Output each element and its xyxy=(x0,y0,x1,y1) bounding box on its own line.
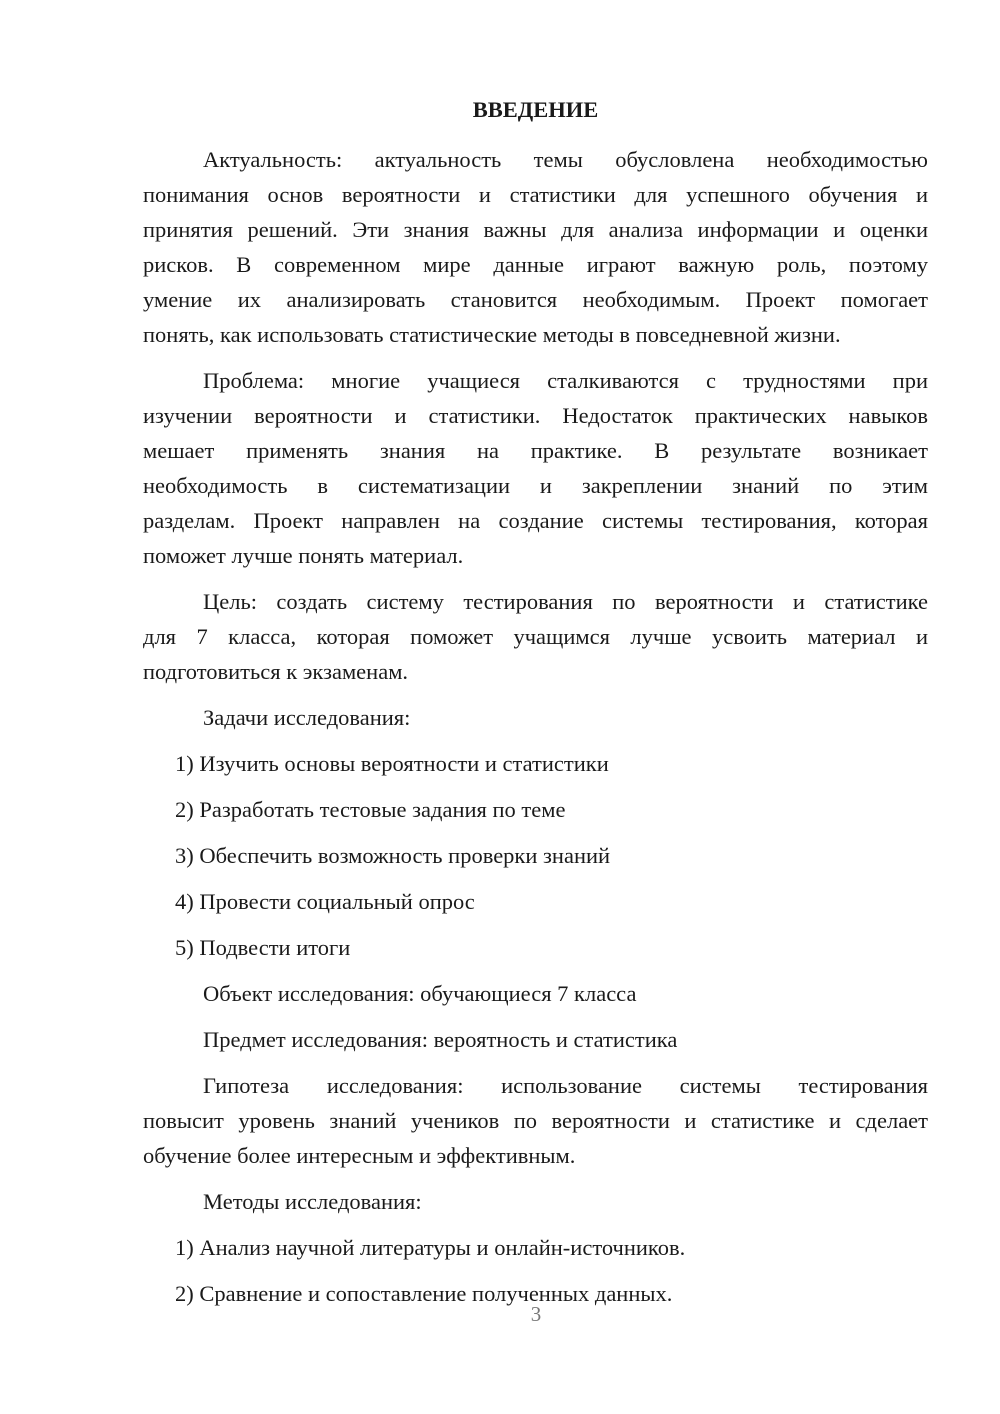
text-line: понимания основ вероятности и статистики для успешного обучения и xyxy=(143,182,928,207)
paragraph xyxy=(143,700,928,735)
list-item xyxy=(143,838,928,873)
text-line: повысит уровень знаний учеников по вероятности и статистике и сделает xyxy=(143,1108,928,1133)
paragraph xyxy=(143,1184,928,1219)
text-line: 1) Изучить основы вероятности и статистики xyxy=(175,751,609,776)
text-line: 1) Анализ научной литературы и онлайн-источников. xyxy=(175,1235,686,1260)
text-line: 3) Обеспечить возможность проверки знаний xyxy=(175,843,611,868)
text-line: Задачи исследования: xyxy=(203,705,411,730)
text-line: рисков. В современном мире данные играют важную роль, поэтому xyxy=(143,252,928,277)
text-line: 2) Разработать тестовые задания по теме xyxy=(175,797,566,822)
text-line: поможет лучше понять материал. xyxy=(143,543,464,568)
text-line: необходимость в систематизации и закреплении знаний по этим xyxy=(143,473,928,498)
text-line: для 7 класса, которая поможет учащимся лучше усвоить материал и xyxy=(143,624,928,649)
text-line: 2) Сравнение и сопоставление полученных данных. xyxy=(175,1281,673,1306)
list-item xyxy=(143,792,928,827)
document-body xyxy=(143,142,928,1311)
text-line: подготовиться к экзаменам. xyxy=(143,659,409,684)
text-line: Цель: создать систему тестирования по вероятности и статистике xyxy=(203,589,928,614)
text-line: обучение более интересным и эффективным. xyxy=(143,1143,576,1168)
section-title: ВВЕДЕНИЕ xyxy=(472,97,599,122)
paragraph xyxy=(143,142,928,352)
list-item xyxy=(143,884,928,919)
text-line: разделам. Проект направлен на создание системы тестирования, которая xyxy=(143,508,928,533)
text-line: Проблема: многие учащиеся сталкиваются с трудностями при xyxy=(203,368,928,393)
text-line: понять, как использовать статистические методы в повседневной жизни. xyxy=(143,322,841,347)
text-line: Объект исследования: обучающиеся 7 класса xyxy=(203,981,637,1006)
list-item xyxy=(143,930,928,965)
document-page xyxy=(143,92,928,1322)
list-item xyxy=(143,1230,928,1265)
paragraph xyxy=(143,1022,928,1057)
text-line: Актуальность: актуальность темы обусловлена необходимостью xyxy=(203,147,928,172)
paragraph xyxy=(143,363,928,573)
paragraph xyxy=(143,1068,928,1173)
text-line: принятия решений. Эти знания важны для анализа информации и оценки xyxy=(143,217,928,242)
text-line: Гипотеза исследования: использование системы тестирования xyxy=(203,1073,928,1098)
text-line: умение их анализировать становится необходимым. Проект помогает xyxy=(143,287,928,312)
text-line: 4) Провести социальный опрос xyxy=(175,889,475,914)
list-item xyxy=(143,746,928,781)
text-line: мешает применять знания на практике. В результате возникает xyxy=(143,438,928,463)
text-line: 5) Подвести итоги xyxy=(175,935,351,960)
paragraph xyxy=(143,584,928,689)
text-line: Предмет исследования: вероятность и статистика xyxy=(203,1027,678,1052)
text-line: Методы исследования: xyxy=(203,1189,422,1214)
page-number: 3 xyxy=(530,1302,542,1326)
text-line: изучении вероятности и статистики. Недостаток практических навыков xyxy=(143,403,928,428)
paragraph xyxy=(143,976,928,1011)
